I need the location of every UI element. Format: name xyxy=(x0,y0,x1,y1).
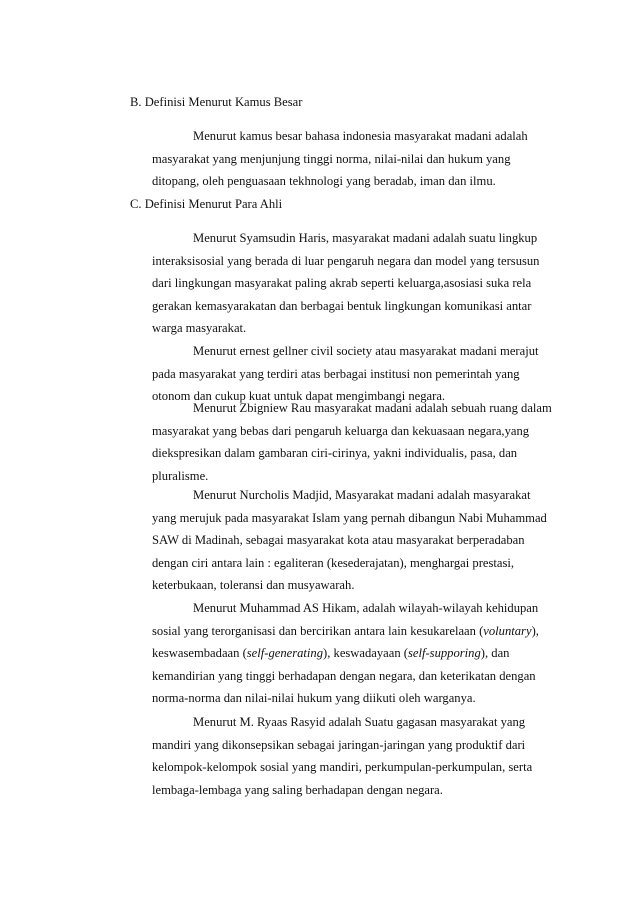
section-c-heading: C. Definisi Menurut Para Ahli xyxy=(130,197,283,211)
section-c-paragraph-5 xyxy=(152,597,572,710)
paragraph-line: masyarakat yang bebas dari pengaruh keluarga dan kekuasaan negara,yang xyxy=(152,423,530,438)
paragraph-line: dengan ciri antara lain : egaliteran (kesederajatan), menghargai prestasi, xyxy=(152,555,515,570)
paragraph-line: kelompok-kelompok sosial yang mandiri, perkumpulan-perkumpulan, serta xyxy=(152,760,533,775)
paragraph-line: SAW di Madinah, sebagai masyarakat kota atau masyarakat berperadaban xyxy=(152,533,525,548)
paragraph-line: Menurut Syamsudin Haris, masyarakat madani adalah suatu lingkup xyxy=(193,231,538,245)
paragraph-line: gerakan kemasyarakatan dan berbagai bentuk lingkungan komunikasi antar xyxy=(152,298,532,313)
paragraph-line: pluralisme. xyxy=(152,468,209,483)
paragraph-line: dari lingkungan masyarakat paling akrab seperti keluarga,asosiasi suka rela xyxy=(152,276,532,291)
paragraph-line: kemandirian yang tinggi berhadapan dengan negara, dan keterikatan dengan xyxy=(152,668,536,683)
section-c-paragraph-6 xyxy=(152,711,572,801)
paragraph-line: Menurut Muhammad AS Hikam, adalah wilayah-wilayah kehidupan xyxy=(193,601,539,615)
paragraph-line: warga masyarakat. xyxy=(152,321,247,336)
paragraph-line: mandiri yang dikonsepsikan sebagai jaringan-jaringan yang produktif dari xyxy=(152,737,526,752)
paragraph-line: yang merujuk pada masyarakat Islam yang pernah dibangun Nabi Muhammad xyxy=(152,510,547,525)
paragraph-line: interaksisosial yang berada di luar pengaruh negara dan model yang tersusun xyxy=(152,253,540,268)
paragraph-line: Menurut Zbigniew Rau masyarakat madani adalah sebuah ruang dalam xyxy=(193,401,552,415)
paragraph-line: Menurut ernest gellner civil society atau masyarakat madani merajut xyxy=(193,344,539,358)
paragraph-line: masyarakat yang menjunjung tinggi norma, nilai-nilai dan hukum yang xyxy=(152,151,511,166)
section-b-heading: B. Definisi Menurut Kamus Besar xyxy=(130,95,303,109)
paragraph-line: Menurut Nurcholis Madjid, Masyarakat madani adalah masyarakat xyxy=(193,488,531,502)
section-b-paragraph-1 xyxy=(152,125,572,193)
paragraph-line: lembaga-lembaga yang saling berhadapan dengan negara. xyxy=(152,782,443,797)
paragraph-line: keterbukaan, toleransi dan musyawarah. xyxy=(152,578,355,593)
paragraph-line: otonom dan cukup kuat untuk dapat mengimbangi negara. xyxy=(152,389,446,404)
paragraph-line: ditopang, oleh penguasaan tekhnologi yang beradab, iman dan ilmu. xyxy=(152,174,496,189)
section-c-paragraph-4 xyxy=(152,484,572,597)
paragraph-line: pada masyarakat yang terdiri atas berbagai institusi non pemerintah yang xyxy=(152,366,520,381)
paragraph-line: diekspresikan dalam gambaran ciri-cirinya, yakni individualis, pasa, dan xyxy=(152,446,518,461)
paragraph-line: keswasembadaan (self-generating), keswadayaan (self-supporing), dan xyxy=(152,646,510,661)
section-c-paragraph-3 xyxy=(152,397,572,487)
paragraph-line: Menurut kamus besar bahasa indonesia masyarakat madani adalah xyxy=(193,129,528,143)
paragraph-line: Menurut M. Ryaas Rasyid adalah Suatu gagasan masyarakat yang xyxy=(193,715,526,729)
section-c-paragraph-1 xyxy=(152,227,572,340)
paragraph-line: norma-norma dan nilai-nilai hukum yang diikuti oleh warganya. xyxy=(152,691,476,706)
paragraph-line: sosial yang terorganisasi dan bercirikan antara lain kesukarelaan (voluntary), xyxy=(152,623,539,638)
